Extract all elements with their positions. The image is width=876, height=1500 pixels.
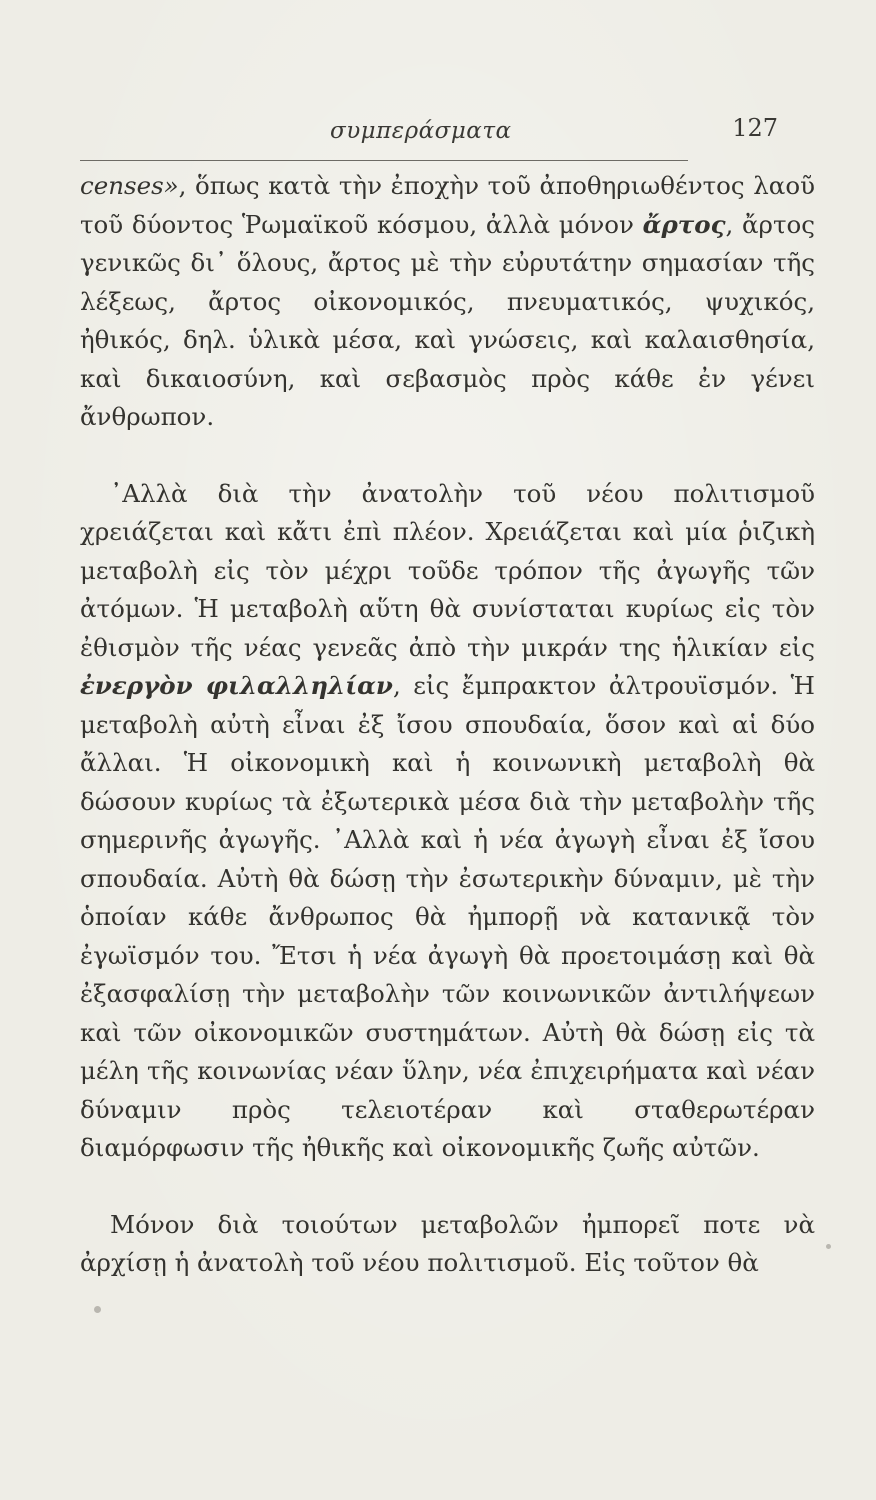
italic-lead-word: censes» [80, 171, 179, 200]
header-rule [80, 160, 688, 161]
paragraph-text: Μόνον διὰ τοιούτων μεταβολῶν ἠμπορεῖ ποτε νὰ ἀρχίσῃ ἡ ἀνατολὴ τοῦ νέου πολιτισμοῦ. Εἰς τοῦτον θὰ [80, 1209, 815, 1277]
paragraph-2 [80, 475, 815, 1168]
paper-speck [826, 1244, 831, 1249]
paragraph-text: , ἄρτος γενικῶς δι᾿ ὅλους, ἄρτος μὲ τὴν εὐρυτάτην σημασίαν τῆς λέξεως, ἄρτος οἰκονομικός, πνευματικός, ψυχικός, ἠθικός, δηλ. ὑλικὰ μέσα, καὶ γνώσεις, καὶ καλαισθησία, καὶ δικαιοσύνη, καὶ σεβασμὸς πρὸς κάθε ἐν γένει ἄνθρωπον. [80, 209, 815, 431]
paragraph-text: , εἰς ἔμπρακτον ἀλτρουϊσμόν. Ἡ μεταβολὴ αὐτὴ εἶναι ἐξ ἴσου σπουδαία, ὅσον καὶ αἱ δύο ἄλλαι. Ἡ οἰκονομικὴ καὶ ἡ κοινωνικὴ μεταβολὴ θὰ δώσουν κυρίως τὰ ἐξωτερικὰ μέσα διὰ τὴν μεταβολὴν τῆς σημερινῆς ἀγωγῆς. ᾿Αλλὰ καὶ ἡ νέα ἀγωγὴ εἶναι ἐξ ἴσου σπουδαία. Αὐτὴ θὰ δώσῃ τὴν ἐσωτερικὴν δύναμιν, μὲ τὴν ὁποίαν κάθε ἄνθρωπος θὰ ἠμπορῇ νὰ κατανικᾷ τὸν ἐγωϊσμόν του. Ἔτσι ἡ νέα ἀγωγὴ θὰ προετοιμάσῃ καὶ θὰ ἐξασφαλίσῃ τὴν μεταβολὴν τῶν κοινωνικῶν ἀντιλήψεων καὶ τῶν οἰκονομικῶν συστημάτων. Αὐτὴ θὰ δώσῃ εἰς τὰ μέλη τῆς κοινωνίας νέαν ὕλην, νέα ἐπιχειρήματα καὶ νέαν δύναμιν πρὸς τελειοτέραν καὶ σταθερωτέραν διαμόρφωσιν τῆς ἠθικῆς καὶ οἰκονομικῆς ζωῆς αὐτῶν. [80, 671, 815, 1162]
paper-speck [94, 1306, 101, 1313]
emphasized-word: ἄρτος [642, 209, 726, 239]
paragraph-text: , ὅπως κατὰ τὴν ἐποχὴν τοῦ ἀποθηριωθέντος λαοῦ τοῦ δύοντος Ῥωμαϊκοῦ κόσμου, ἀλλὰ μόνον [80, 171, 815, 239]
running-title: συμπεράσματα [330, 118, 512, 144]
paragraph-1 [80, 167, 815, 437]
running-head [80, 112, 796, 156]
body-text [80, 167, 815, 1283]
page-number: 127 [732, 114, 778, 142]
emphasized-phrase: ἐνεργὸν φιλαλληλίαν [80, 671, 393, 700]
paragraph-3 [80, 1206, 815, 1283]
paragraph-text: ᾿Αλλὰ διὰ τὴν ἀνατολὴν τοῦ νέου πολιτισμοῦ χρειάζεται καὶ κἄτι ἐπὶ πλέον. Χρειάζεται καὶ μία ῥιζικὴ μεταβολὴ εἰς τὸν μέχρι τοῦδε τρόπον τῆς ἀγωγῆς τῶν ἀτόμων. Ἡ μεταβολὴ αὕτη θὰ συνίσταται κυρίως εἰς τὸν ἐθισμὸν τῆς νέας γενεᾶς ἀπὸ τὴν μικράν της ἡλικίαν εἰς [80, 478, 815, 662]
